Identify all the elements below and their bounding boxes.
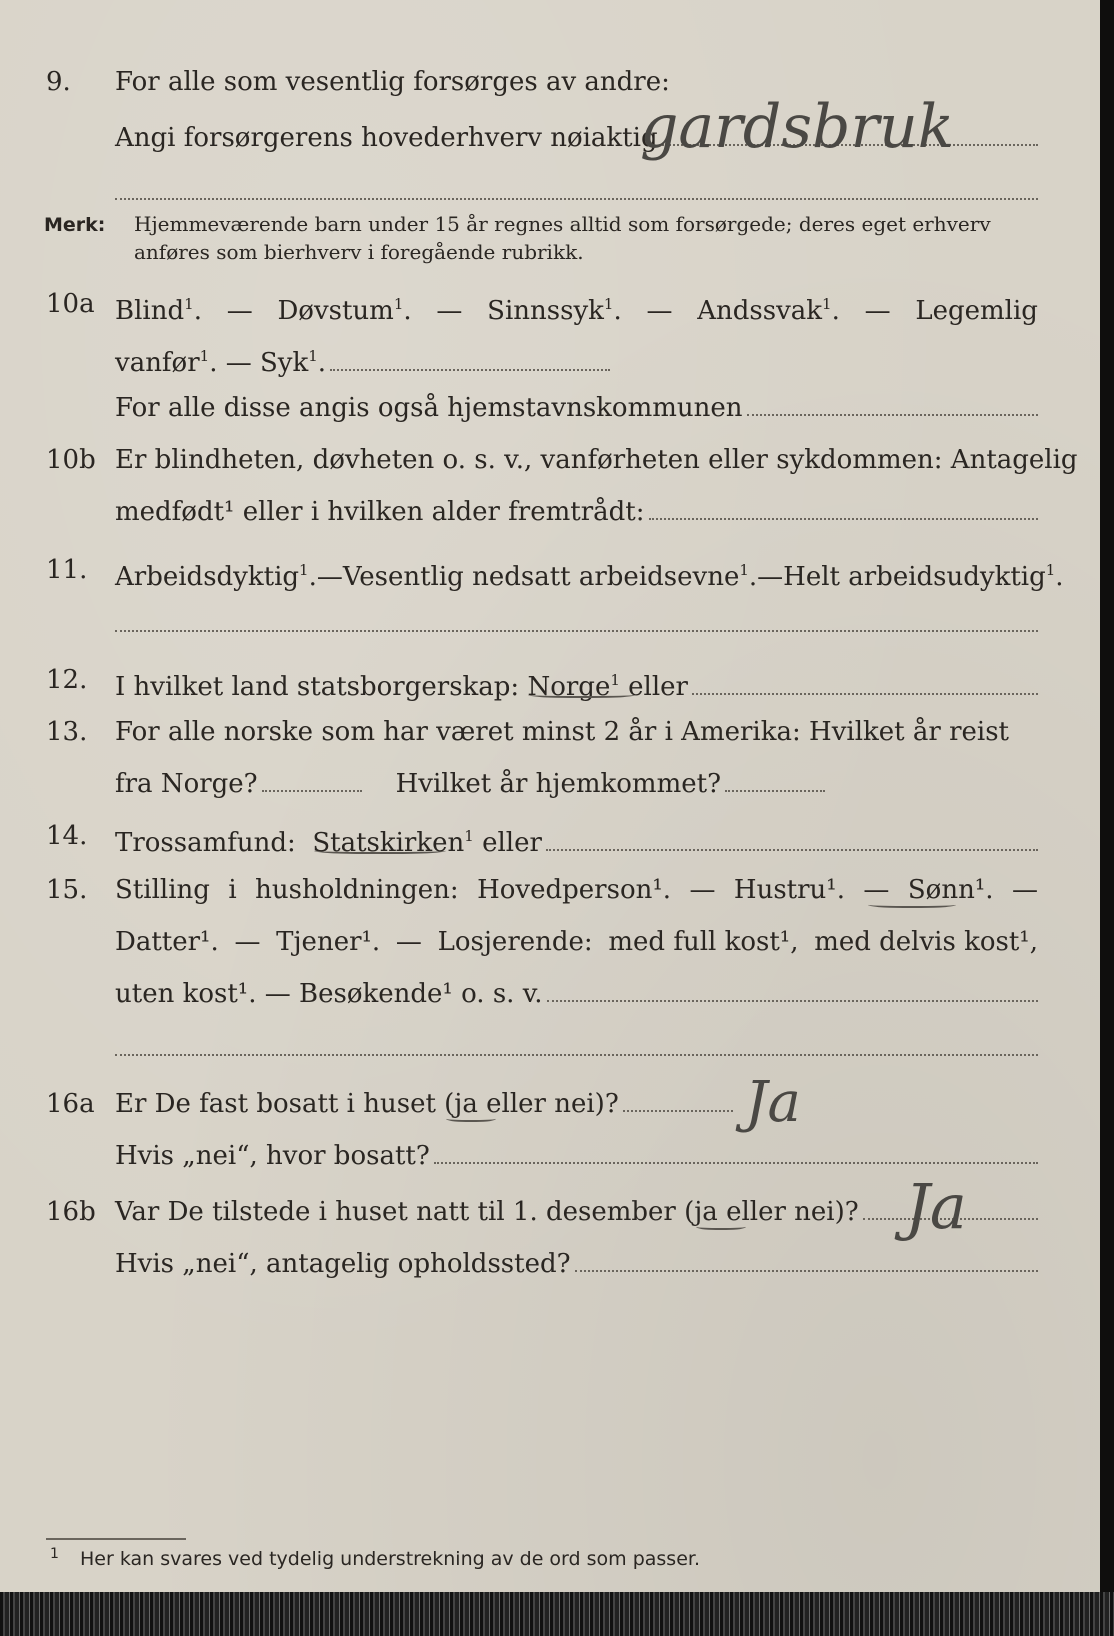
q10a-number: 10a xyxy=(46,289,95,319)
q10b-answer-field[interactable] xyxy=(649,494,1039,520)
option-nedsatt-arbeidsevne[interactable]: Vesentlig nedsatt arbeidsevne$^1$. xyxy=(342,561,758,592)
footnote-rule xyxy=(46,1538,186,1540)
q13-number: 13. xyxy=(46,717,88,747)
footnote xyxy=(50,1546,700,1570)
q10b-number: 10b xyxy=(46,445,96,475)
q10a-line1: 10a Blind$^1$. — Døvstum$^1$. — Sinnssyk$^1$. — Andssvak$^1$. — Legemlig xyxy=(0,284,1100,324)
q13-line2 xyxy=(0,764,1100,804)
separator xyxy=(115,198,1038,200)
option-blind[interactable]: Blind$^1$. xyxy=(115,295,202,326)
q15-line3 xyxy=(0,974,1100,1014)
underline-ja xyxy=(446,1114,496,1122)
q14-prompt: Trossamfund: xyxy=(115,828,296,858)
q16a-number: 16a xyxy=(46,1089,95,1119)
q9-prompt: Angi forsørgerens hovederhverv nøiaktig xyxy=(115,123,658,153)
merk-line2: anføres som bierhverv i foregående rubrikk. xyxy=(134,240,584,264)
q15-line2: Datter¹. — Tjener¹. — Losjerende: med full kost¹, med delvis kost¹, xyxy=(0,922,1100,962)
scan-edge-bottom xyxy=(0,1592,1114,1636)
option-syk[interactable]: Syk$^1$. xyxy=(259,347,327,378)
underline-ja xyxy=(696,1222,746,1230)
q12-eller: eller xyxy=(628,672,688,702)
option-hovedperson[interactable]: Hovedperson¹. xyxy=(477,875,672,905)
q10a-line2: vanfør$^1$. — Syk$^1$. xyxy=(0,336,1100,376)
reist-year-field[interactable] xyxy=(262,766,362,792)
q10a-line3 xyxy=(0,388,1100,428)
q10b-text: Er blindheten, døvheten o. s. v., vanførheten eller sykdommen: Antagelig xyxy=(115,445,1078,475)
option-dovstum[interactable]: Døvstum$^1$. xyxy=(277,295,412,326)
q10b-line1 xyxy=(0,440,1100,480)
q15-other-field[interactable] xyxy=(547,976,1038,1002)
option-sonn[interactable]: Sønn¹. xyxy=(907,875,994,905)
q12-number: 12. xyxy=(46,665,88,695)
q16b-opholdssted-field[interactable] xyxy=(575,1246,1038,1272)
q9-handwritten-answer: gardsbruk xyxy=(640,92,955,162)
q9-text: For alle som vesentlig forsørges av andre: xyxy=(115,67,670,97)
q15-line3-text[interactable]: uten kost¹. — Besøkende¹ o. s. v. xyxy=(115,979,543,1009)
q11-line: 11. Arbeidsdyktig$^1$. — Vesentlig nedsatt arbeidsevne$^1$. — Helt arbeidsudyktig$^1$. xyxy=(0,550,1100,590)
q10a-hjemstavn-prompt: For alle disse angis også hjemstavnskommunen xyxy=(115,393,743,423)
q9-number: 9. xyxy=(46,67,71,97)
option-tjener[interactable]: Tjener¹. xyxy=(276,927,381,957)
underline-statskirken xyxy=(314,846,446,854)
option-vanfor[interactable]: vanfør$^1$. xyxy=(115,347,218,378)
option-hustru[interactable]: Hustru¹. xyxy=(733,875,845,905)
q16a-hvis-nei-prompt: Hvis „nei“, hvor bosatt? xyxy=(115,1141,430,1171)
option-datter[interactable]: Datter¹. xyxy=(115,927,219,957)
q14-line xyxy=(0,816,1100,856)
q15-number: 15. xyxy=(46,875,88,905)
option-norge[interactable]: Norge$^1$ xyxy=(527,671,620,702)
hjemstavn-field[interactable] xyxy=(747,390,1038,416)
option-legemlig[interactable]: Legemlig xyxy=(915,296,1038,326)
q16a-line1 xyxy=(0,1084,1100,1124)
q16a-prompt: Er De fast bosatt i huset (ja eller nei)? xyxy=(115,1089,619,1119)
q16b-line2 xyxy=(0,1244,1100,1284)
underline-norge xyxy=(528,690,636,698)
q13-hjemkommet-prompt: Hvilket år hjemkommet? xyxy=(395,769,722,799)
merk-label: Merk: xyxy=(44,214,106,236)
q13-text: For alle norske som har været minst 2 år i Amerika: Hvilket år reist xyxy=(115,717,1009,747)
scan-edge-right xyxy=(1100,0,1114,1636)
q12-other-field[interactable] xyxy=(692,669,1038,695)
merk-note xyxy=(44,210,1038,264)
merk-line1: Hjemmeværende barn under 15 år regnes alltid som forsørgede; deres eget erhverv xyxy=(134,212,991,236)
q16b-number: 16b xyxy=(46,1197,96,1227)
hjemkommet-year-field[interactable] xyxy=(725,766,825,792)
q10b-line2 xyxy=(0,492,1100,532)
option-delvis-kost[interactable]: med delvis kost¹, xyxy=(814,927,1038,957)
q16b-hvis-nei-prompt: Hvis „nei“, antagelig opholdssted? xyxy=(115,1249,571,1279)
q10b-prompt: medfødt¹ eller i hvilken alder fremtrådt: xyxy=(115,497,645,527)
q12-prompt: I hvilket land statsborgerskap: xyxy=(115,672,520,702)
footnote-text: Her kan svares ved tydelig understrekning av de ord som passer. xyxy=(80,1548,700,1570)
footnote-number: 1 xyxy=(50,1546,59,1562)
q11-number: 11. xyxy=(46,555,88,585)
q14-number: 14. xyxy=(46,821,88,851)
option-arbeidsudyktig[interactable]: Helt arbeidsudyktig$^1$. xyxy=(783,561,1064,592)
q14-eller: eller xyxy=(482,828,542,858)
q16a-answer-field[interactable] xyxy=(623,1086,733,1112)
q10a-syk-field[interactable] xyxy=(330,345,610,371)
q16a-bosatt-field[interactable] xyxy=(434,1138,1038,1164)
separator xyxy=(115,630,1038,632)
q16b-prompt: Var De tilstede i huset natt til 1. desember (ja eller nei)? xyxy=(115,1197,859,1227)
option-sinnssyk[interactable]: Sinnssyk$^1$. xyxy=(487,295,622,326)
q14-other-field[interactable] xyxy=(546,825,1038,851)
q16b-handwritten-answer: Ja xyxy=(905,1170,967,1243)
option-statskirken[interactable]: Statskirken$^1$ xyxy=(312,827,474,858)
q16a-handwritten-answer: Ja xyxy=(745,1070,801,1135)
q15-line1: 15. Stilling i husholdningen: Hovedperson¹. — Hustru¹. — Sønn¹. — xyxy=(0,870,1100,910)
separator xyxy=(115,1054,1038,1056)
q13-reist-prompt: fra Norge? xyxy=(115,769,258,799)
option-arbeidsdyktig[interactable]: Arbeidsdyktig$^1$. xyxy=(115,561,317,592)
option-full-kost[interactable]: med full kost¹, xyxy=(608,927,799,957)
underline-sonn xyxy=(868,900,956,908)
option-andssvak[interactable]: Andssvak$^1$. xyxy=(697,295,840,326)
q13-line1 xyxy=(0,712,1100,752)
